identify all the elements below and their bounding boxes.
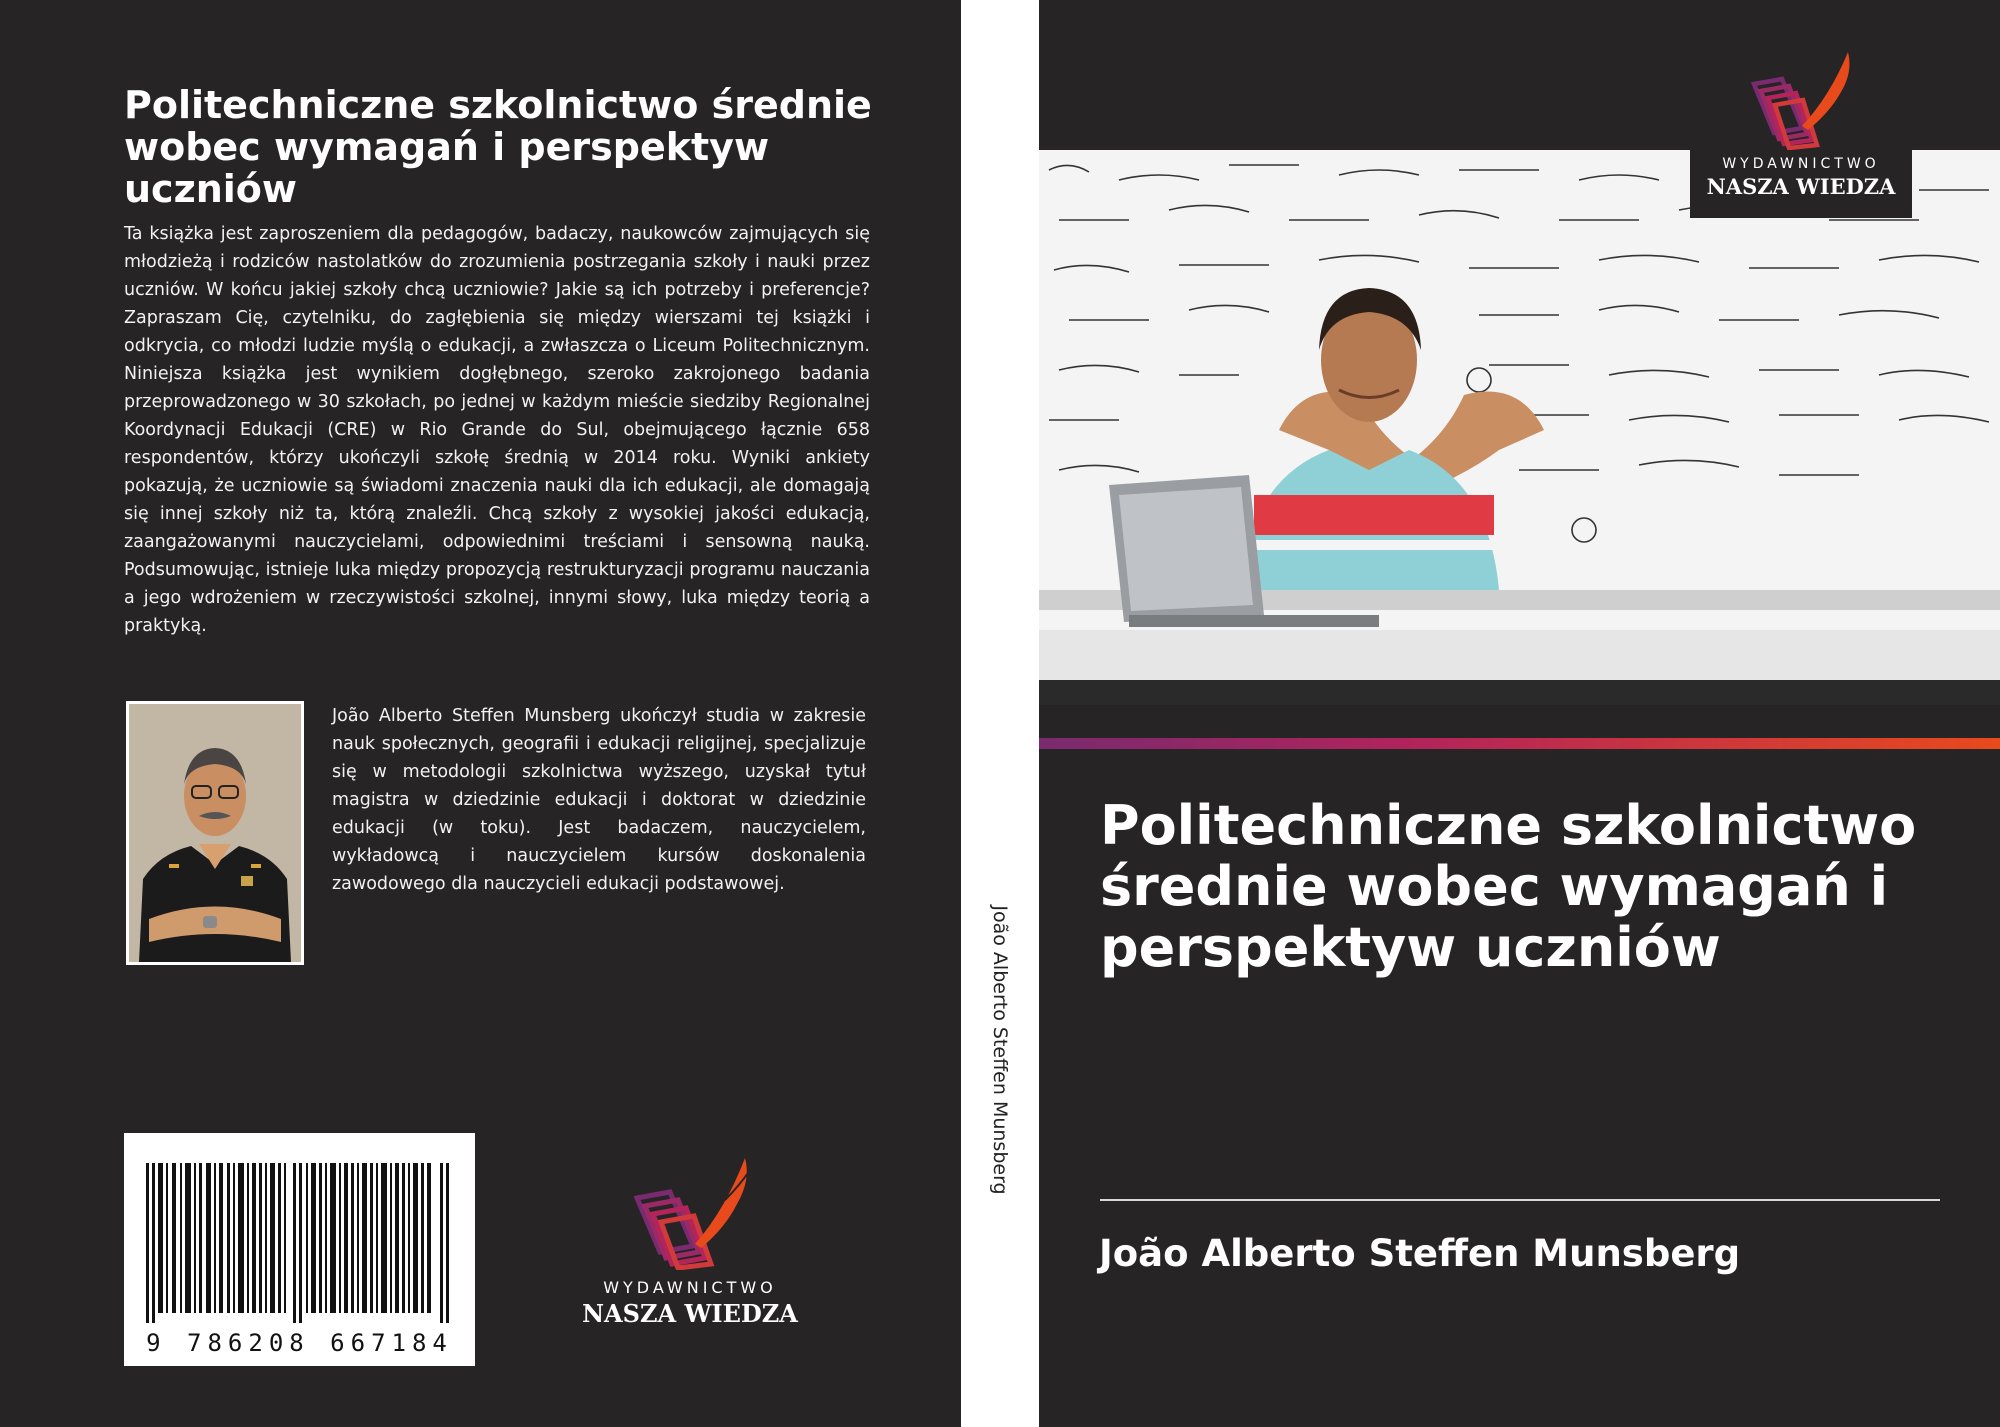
author-bio: João Alberto Steffen Munsberg ukończył studia w zakresie nauk społecznych, geografii i edukacji religijnej, specjalizuje się w metodologii szkolnictwa wyższego, uzyskał tytuł magistra w dziedzinie edukacji i doktorat w dziedzinie edukacji (w toku). Jest badaczem, nauczycielem, wykładowcą i nauczycielem kursów doskonalenia zawodowego dla nauczycieli edukacji podstawowej.: [332, 706, 866, 894]
publisher-word-back: WYDAWNICTWO: [603, 1278, 777, 1297]
publisher-logo-back: [575, 1140, 805, 1328]
publisher-word-front: WYDAWNICTWO: [1722, 156, 1880, 172]
accent-stripe: [1039, 738, 2000, 749]
spine-author: João Alberto Steffen Munsberg: [989, 905, 1011, 1195]
barcode-bars: [146, 1163, 453, 1323]
student-whiteboard-illustration: [1039, 150, 2000, 705]
isbn-number: 9 786208 667184: [146, 1329, 453, 1357]
cover-photo: [1039, 150, 2000, 705]
back-cover-description: Ta książka jest zaproszeniem dla pedagogów, badaczy, naukowców zajmujących się młodzieżą i rodziców nastolatków do zrozumienia postrzegania szkoły i nauki przez uczniów. W końcu jakiej szkoły chcą uczniowie? Jakie są ich potrzeby i preferencje? Zapraszam Cię, czytelniku, do zagłębienia się między wierszami tej książki i odkrycia, co młodzi ludzie myślą o edukacji, a zwłaszcza o Liceum Politechnicznym. Niniejsza książka jest wynikiem dogłębnego, szeroko zakrojonego badania przeprowadzonego w 30 szkołach, po jednej w każdym mieście siedziby Regionalnej Koordynacji Edukacji (CRE) w Rio Grande do Sul, obejmującego łącznie 658 respondentów, którzy ukończyli szkołę średnią w 2014 roku. Wyniki ankiety pokazują, że uczniowie są świadomi znaczenia nauki dla ich edukacji, ale domagają się innej szkoły niż ta, którą znaleźli. Chcą szkoły z wysokiej jakości edukacją, zaangażowanymi nauczycielami, odpowiednimi treściami i sensowną nauką. Podsumowując, istnieje luka między propozycją restrukturyzacji programu nauczania a jego wdrożeniem w rzeczywistości szkolnej, innymi słowy, luka między teorią a praktyką.: [124, 224, 870, 636]
front-cover-title: Politechniczne szkolnictwo średnie wobec wymagań i perspektyw uczniów: [1100, 794, 1917, 979]
publisher-name-front: NASZA WIEDZA: [1706, 174, 1896, 199]
book-quill-icon: [1690, 40, 1912, 150]
front-cover-author: João Alberto Steffen Munsberg: [1099, 1232, 1741, 1275]
author-photo: [126, 701, 304, 965]
publisher-name-back: NASZA WIEDZA: [582, 1299, 798, 1328]
book-quill-icon: [575, 1140, 805, 1270]
isbn-barcode: [124, 1133, 475, 1366]
back-cover-title: Politechniczne szkolnictwo średnie wobec wymagań i perspektyw uczniów: [124, 83, 872, 211]
publisher-logo-front: [1690, 40, 1912, 218]
spine: [961, 0, 1039, 1427]
title-divider: [1100, 1199, 1940, 1201]
